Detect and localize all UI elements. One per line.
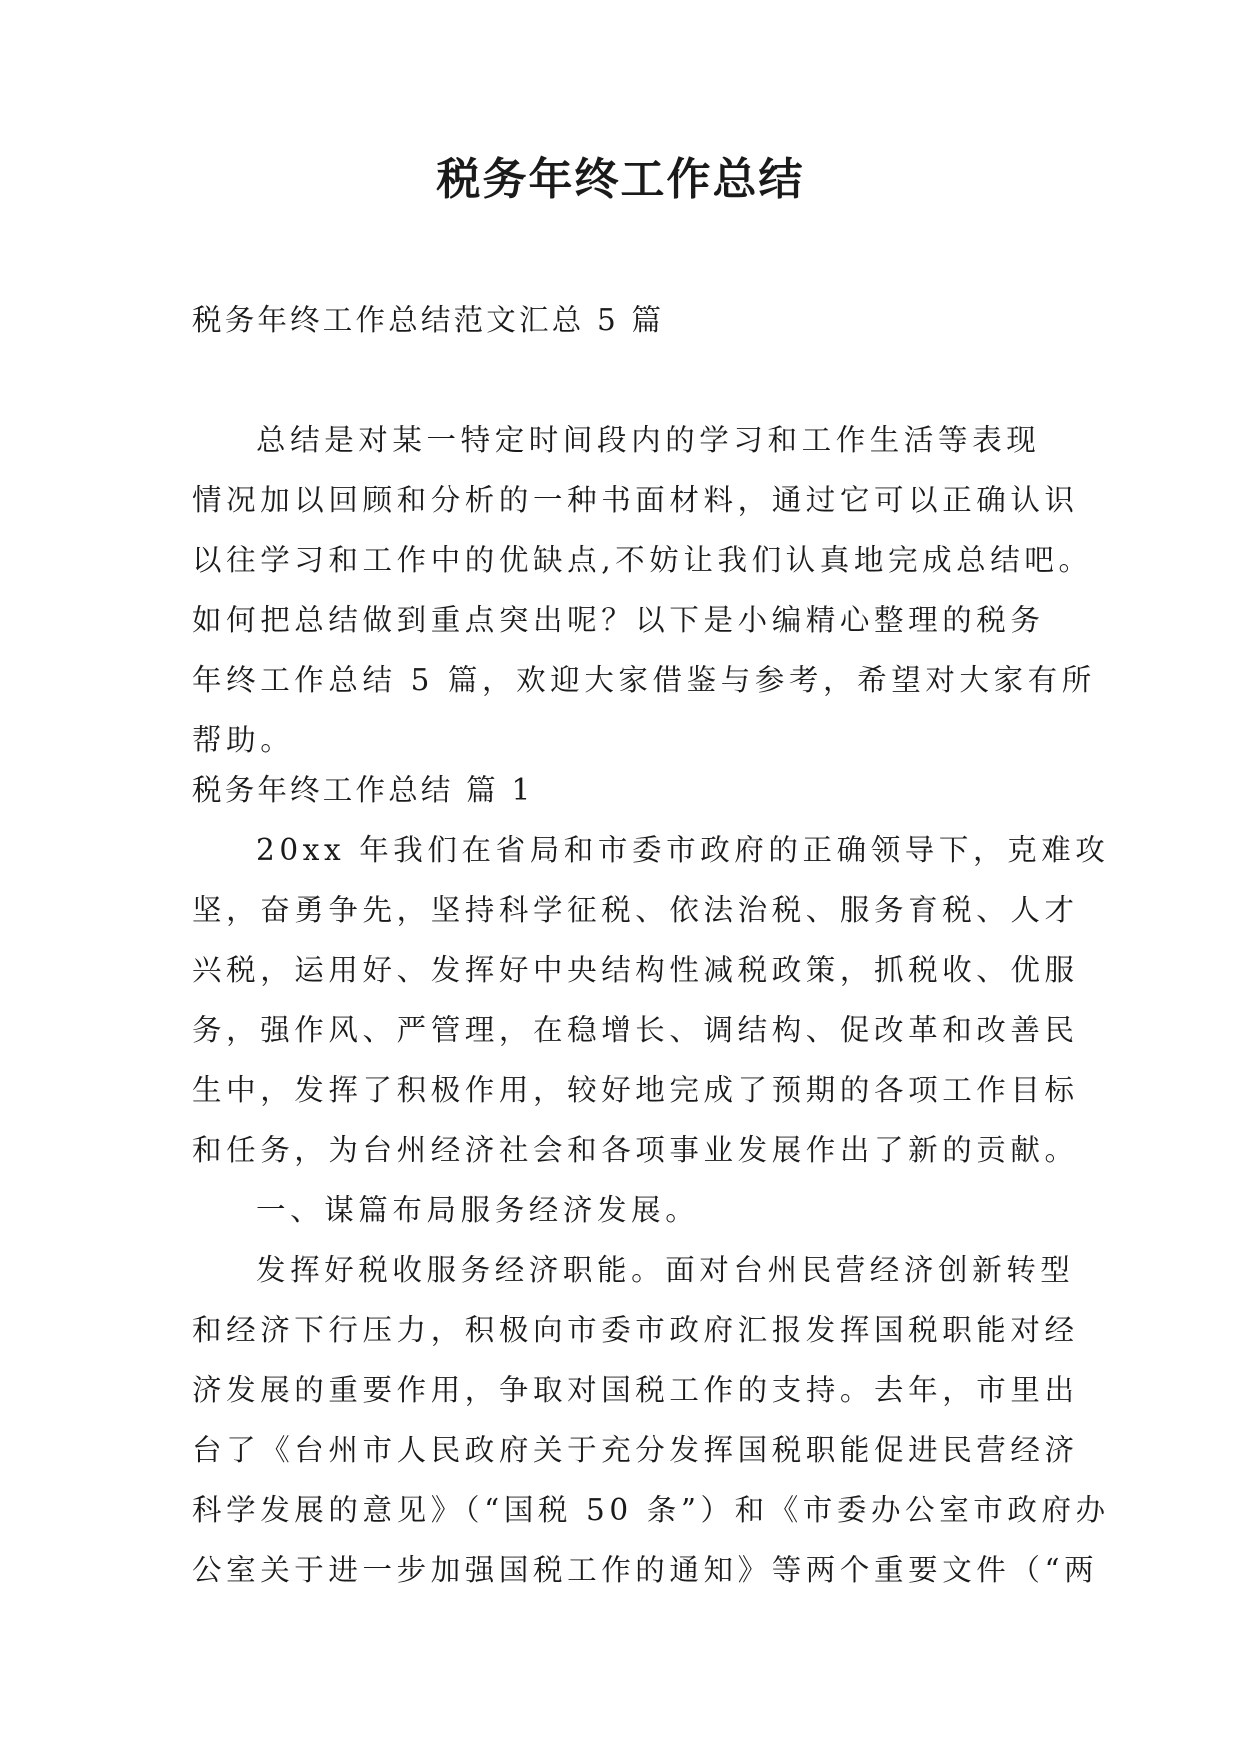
intro-line: 如何把总结做到重点突出呢？以下是小编精心整理的税务 (192, 603, 1045, 637)
section-line: 20xx 年我们在省局和市委市政府的正确领导下，克难攻 (256, 833, 1110, 867)
section-line: 和任务，为台州经济社会和各项事业发展作出了新的贡献。 (192, 1133, 1079, 1167)
section-line: 坚，奋勇争先，坚持科学征税、依法治税、服务育税、人才 (192, 893, 1079, 927)
intro-paragraph (192, 410, 1096, 770)
section-line: 务，强作风、严管理，在稳增长、调结构、促改革和改善民 (192, 1013, 1079, 1047)
section-line: 台了《台州市人民政府关于充分发挥国税职能促进民营经济 (192, 1433, 1079, 1467)
section-line: 发挥好税收服务经济职能。面对台州民营经济创新转型 (256, 1253, 1075, 1287)
intro-line: 年终工作总结 5 篇，欢迎大家借鉴与参考，希望对大家有所 (192, 663, 1096, 697)
section-heading: 税务年终工作总结 篇 1 (192, 773, 534, 807)
section-line: 公室关于进一步加强国税工作的通知》等两个重要文件（“两 (192, 1553, 1099, 1587)
section-line: 济发展的重要作用，争取对国税工作的支持。去年，市里出 (192, 1373, 1079, 1407)
intro-line: 情况加以回顾和分析的一种书面材料，通过它可以正确认识 (192, 483, 1079, 517)
section-line: 兴税，运用好、发挥好中央结构性减税政策，抓税收、优服 (192, 953, 1079, 987)
section-body (192, 820, 1110, 1600)
section-subheading: 一、谋篇布局服务经济发展。 (256, 1193, 700, 1227)
document-title: 税务年终工作总结 (436, 154, 805, 205)
intro-line: 以往学习和工作中的优缺点,不妨让我们认真地完成总结吧。 (192, 543, 1093, 577)
section-line: 生中，发挥了积极作用，较好地完成了预期的各项工作目标 (192, 1073, 1079, 1107)
intro-line: 总结是对某一特定时间段内的学习和工作生活等表现 (256, 423, 1041, 457)
section-line: 科学发展的意见》（“国税 50 条”）和《市委办公室市政府办 (192, 1493, 1110, 1527)
section-line: 和经济下行压力，积极向市委市政府汇报发挥国税职能对经 (192, 1313, 1079, 1347)
intro-line: 帮助。 (192, 723, 295, 757)
document-subtitle: 税务年终工作总结范文汇总 5 篇 (192, 303, 665, 337)
